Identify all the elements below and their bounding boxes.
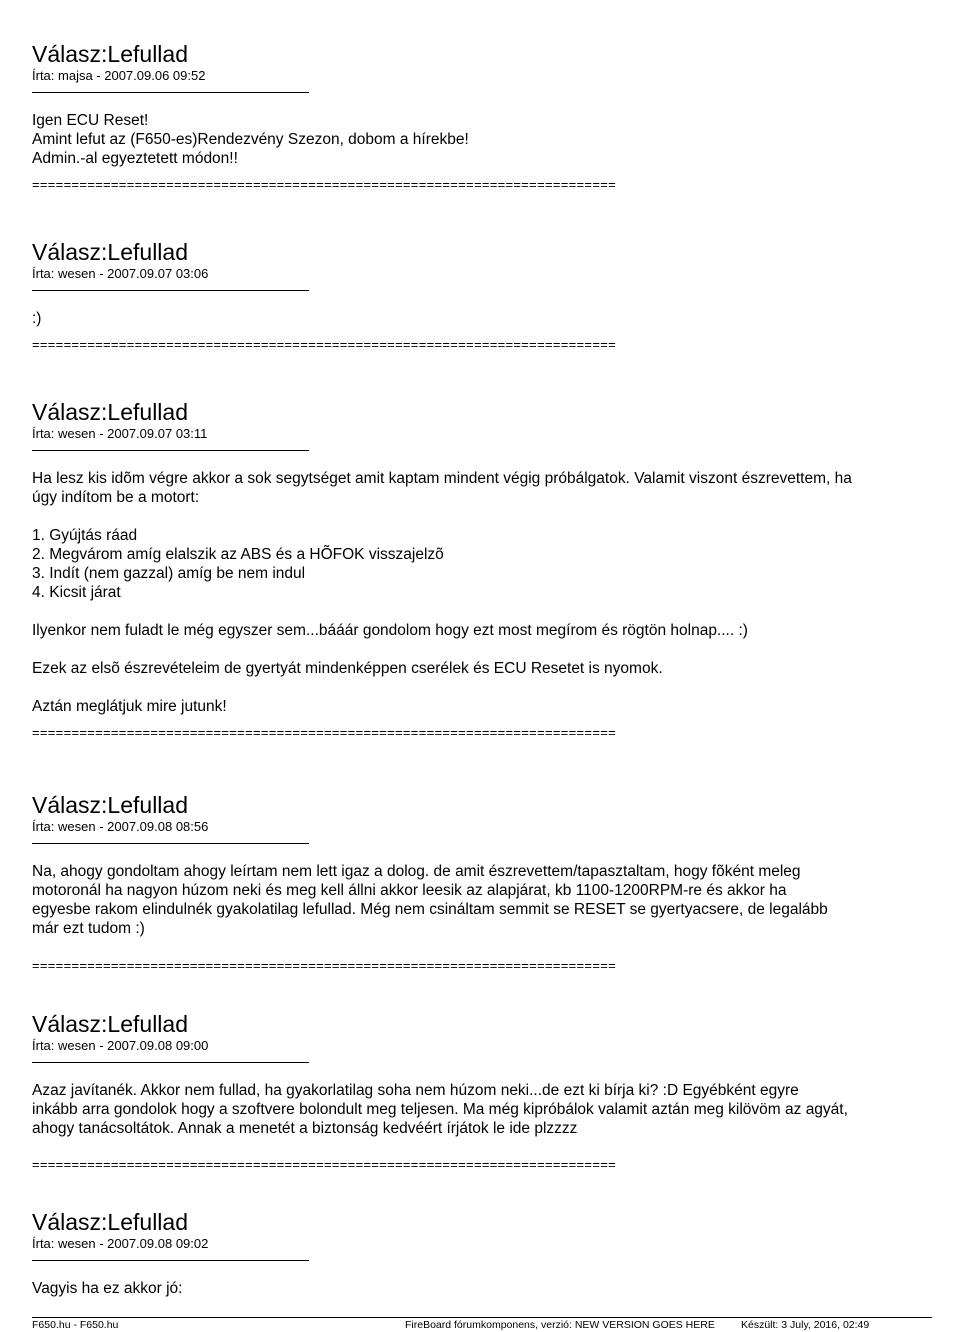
post-line: egyesbe rakom elindulnék gyakolatilag lefullad. Még nem csináltam semmit se RESET se gyertyacsere, de legalább (32, 901, 828, 918)
post (32, 238, 630, 353)
post-line: 2. Megvárom amíg elalszik az ABS és a HÕFOK visszajelzõ (32, 546, 444, 563)
footer-site: F650.hu - F650.hu (32, 1319, 119, 1331)
post-author-date: Írta: wesen - 2007.09.08 09:00 (32, 1038, 209, 1053)
divider (32, 290, 309, 291)
post-separator: ========================================================================== (32, 177, 616, 192)
post-line: ahogy tanácsoltátok. Annak a menetét a biztonság kedvéért írjátok le ide plzzzz (32, 1120, 578, 1137)
divider (32, 1062, 309, 1063)
post-title: Válasz:Lefullad (32, 41, 188, 67)
post-body (32, 1279, 309, 1298)
post-line: :) (32, 310, 42, 327)
post-line: motoronál ha nagyon húzom neki és meg kell állni akkor leesik az alapjárat, kb 1100-1200RPM-re és akkor ha (32, 882, 787, 899)
post (32, 1208, 309, 1298)
post-line: Vagyis ha ez akkor jó: (32, 1280, 183, 1297)
post-line: Na, ahogy gondoltam ahogy leírtam nem lett igaz a dolog. de amit észrevettem/tapasztaltam, hogy fõként meleg (32, 863, 801, 880)
post-title: Válasz:Lefullad (32, 239, 188, 265)
post-line: inkább arra gondolok hogy a szoftvere bolondult meg teljesen. Ma még kipróbálok valamit aztán meg kilövöm az agyát, (32, 1101, 848, 1118)
page-footer (32, 1317, 932, 1332)
post-separator: ========================================================================== (32, 958, 616, 973)
post-line: Ezek az elsõ észrevételeim de gyertyát mindenképpen cserélek és ECU Resetet is nyomok. (32, 660, 663, 677)
post-body (32, 862, 828, 938)
post-title: Válasz:Lefullad (32, 399, 188, 425)
post (32, 398, 852, 741)
divider (32, 450, 309, 451)
post-line: Ilyenkor nem fuladt le még egyszer sem...bááár gondolom hogy ezt most megírom és rögtön holnap.... :) (32, 622, 748, 639)
post-author-date: Írta: wesen - 2007.09.07 03:11 (32, 426, 208, 441)
post-title: Válasz:Lefullad (32, 792, 188, 818)
post-body (32, 1081, 848, 1138)
footer-generated: Készült: 3 July, 2016, 02:49 (741, 1319, 870, 1331)
post-line: már ezt tudom :) (32, 920, 145, 937)
post-author-date: Írta: majsa - 2007.09.06 09:52 (32, 68, 206, 83)
post-line: Ha lesz kis idõm végre akkor a sok segytséget amit kaptam mindent végig próbálgatok. Valamit viszont észrevettem, ha (32, 470, 852, 487)
post-line: Igen ECU Reset! (32, 112, 149, 129)
post-line: Amint lefut az (F650-es)Rendezvény Szezon, dobom a hírekbe! (32, 131, 469, 148)
post-author-date: Írta: wesen - 2007.09.07 03:06 (32, 266, 209, 281)
divider (32, 1260, 309, 1261)
post-separator: ========================================================================== (32, 1157, 616, 1172)
divider (32, 92, 309, 93)
post-line: 1. Gyújtás ráad (32, 527, 138, 544)
post-body (32, 111, 630, 168)
divider (32, 843, 309, 844)
post-separator: ========================================================================== (32, 725, 616, 740)
post-author-date: Írta: wesen - 2007.09.08 09:02 (32, 1236, 209, 1251)
post-line: Aztán meglátjuk mire jutunk! (32, 698, 227, 715)
post-author-date: Írta: wesen - 2007.09.08 08:56 (32, 819, 209, 834)
post-separator: ========================================================================== (32, 337, 616, 352)
post (32, 40, 630, 193)
post-line: úgy indítom be a motort: (32, 489, 200, 506)
post-line: Azaz javítanék. Akkor nem fullad, ha gyakorlatilag soha nem húzom neki...de ezt ki bírja ki? :D Egyébként egyre (32, 1082, 799, 1099)
post (32, 791, 828, 974)
post-body (32, 309, 630, 328)
post-line: Admin.-al egyeztetett módon!! (32, 150, 238, 167)
post-title: Válasz:Lefullad (32, 1209, 188, 1235)
footer-component: FireBoard fórumkomponens, verzió: NEW VERSION GOES HERE (405, 1319, 715, 1331)
post-body (32, 469, 852, 716)
post-line: 3. Indít (nem gazzal) amíg be nem indul (32, 565, 306, 582)
post-line: 4. Kicsit járat (32, 584, 121, 601)
post-title: Válasz:Lefullad (32, 1011, 188, 1037)
post (32, 1010, 848, 1173)
